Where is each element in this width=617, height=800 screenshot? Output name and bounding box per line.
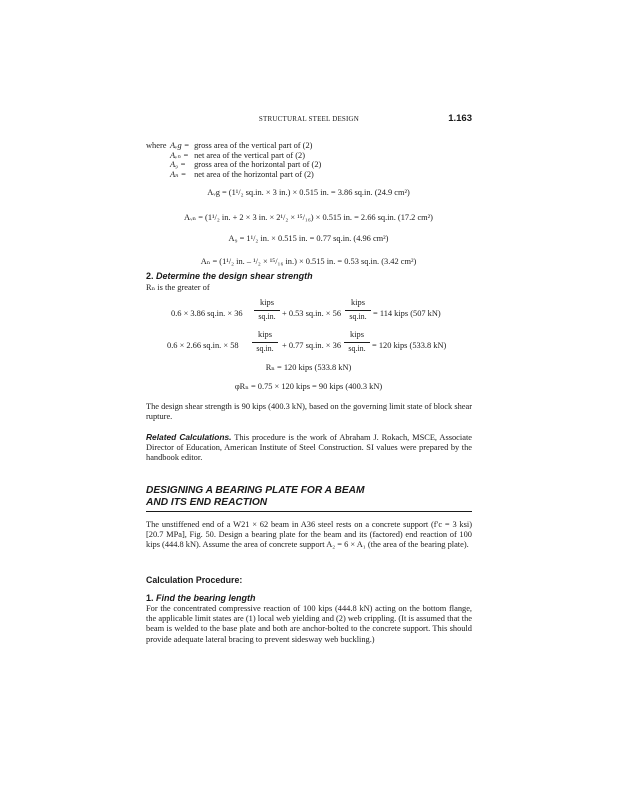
equation-phi-rn: φRₙ = 0.75 × 120 kips = 90 kips (400.3 kN) xyxy=(234,382,383,391)
section-title-line1: DESIGNING A BEARING PLATE FOR A BEAM xyxy=(146,485,365,496)
shear-line-1-result: = 114 kips (507 kN) xyxy=(373,309,441,318)
definition-symbol: A₉ = xyxy=(170,160,186,170)
related-text: This procedure is the work of Abraham J. Rokach, MSCE, Associate Director of Education, American Institute of Steel Construction. SI values were prepared by the handbook editor. xyxy=(146,433,472,463)
step1-body: For the concentrated compressive reaction of 100 kips (444.8 kN) acting on the bottom flange, the applicable limit states are (1) local web yielding and (2) web crippling. (It is assumed that the beam is welded to the base plate and both are anchor-bolted to the concrete support. This should provide adequate lateral bracing to prevent sidesway web buckling.) xyxy=(146,604,472,644)
equation-ag: A₉ = 1¹/₂ in. × 0.515 in. = 0.77 sq.in. (4.96 cm²) xyxy=(228,234,389,243)
related-calculations xyxy=(146,432,472,464)
fraction-kips-per-sqin: kips sq.in. xyxy=(250,329,280,355)
section-title xyxy=(146,485,472,512)
definitions-list xyxy=(146,141,321,179)
equation-avg: Aᵥg = (1¹/₂ sq.in. × 3 in.) × 0.515 in. = 3.86 sq.in. (24.9 cm²) xyxy=(207,188,410,197)
shear-line-2-term-a: 0.6 × 2.66 sq.in. × 58 xyxy=(167,341,239,350)
definition-symbol: Aᵥg = xyxy=(170,141,190,150)
step2-title: Determine the design shear strength xyxy=(156,271,313,281)
section-title-line2: AND ITS END REACTION xyxy=(146,497,268,509)
section-intro: The unstiffened end of a W21 × 62 beam in A36 steel rests on a concrete support (f′c = 3 ksi) [20.7 MPa], Fig. 50. Design a bearing plate for the beam and its (factored) end reaction of 100 kips (444.8 kN). Assume the area of concrete support A₂ = 6 × A₁ (the area of the bearing plate). xyxy=(146,520,472,550)
definitions-lead: where xyxy=(146,141,167,150)
calculation-procedure-heading: Calculation Procedure: xyxy=(146,575,243,585)
page-number: 1.163 xyxy=(448,113,472,124)
step2-number: 2. xyxy=(146,271,154,281)
definition-symbol: Aₙ = xyxy=(170,169,187,179)
fraction-kips-per-sqin: kips sq.in. xyxy=(342,329,372,355)
definition-row xyxy=(146,170,321,180)
equation-avn: Aᵥₙ = (1¹/₂ in. + 2 × 3 in. × 2¹/₂ × ¹⁵/₁₆) × 0.515 in. = 2.66 sq.in. (17.2 cm²) xyxy=(184,213,433,222)
definition-text: net area of the vertical part of (2) xyxy=(194,150,306,160)
definition-symbol: Aᵥₙ = xyxy=(170,150,189,160)
equation-rn: Rₙ = 120 kips (533.8 kN) xyxy=(265,363,352,372)
shear-line-2-result: = 120 kips (533.8 kN) xyxy=(372,341,447,350)
shear-line-1-term-b: + 0.53 sq.in. × 56 xyxy=(282,309,342,318)
equation-an: Aₙ = (1¹/₂ in. – ¹/₂ × ¹⁵/₁₆ in.) × 0.515 in. = 0.53 sq.in. (3.42 cm²) xyxy=(200,257,417,266)
definition-row xyxy=(146,151,321,161)
running-head xyxy=(146,113,472,127)
fraction-kips-per-sqin: kips sq.in. xyxy=(343,297,373,323)
shear-line-2-term-b: + 0.77 sq.in. × 36 xyxy=(282,341,342,350)
running-title: STRUCTURAL STEEL DESIGN xyxy=(258,115,360,123)
step1-heading xyxy=(146,593,256,603)
step2-heading xyxy=(146,271,313,281)
step2-conclusion: The design shear strength is 90 kips (400.3 kN), based on the governing limit state of block shear rupture. xyxy=(146,402,472,422)
related-label: Related Calculations. xyxy=(146,432,232,442)
definition-row xyxy=(146,160,321,170)
definition-row xyxy=(146,141,321,151)
definition-text: net area of the horizontal part of (2) xyxy=(194,169,314,179)
shear-line-2 xyxy=(0,329,617,363)
step2-intro: Rₙ is the greater of xyxy=(146,283,210,292)
definition-text: gross area of the horizontal part of (2) xyxy=(194,160,322,170)
fraction-kips-per-sqin: kips sq.in. xyxy=(252,297,282,323)
step1-title: Find the bearing length xyxy=(156,593,256,603)
definition-text: gross area of the vertical part of (2) xyxy=(194,141,313,150)
shear-line-1-term-a: 0.6 × 3.86 sq.in. × 36 xyxy=(171,309,243,318)
shear-line-1 xyxy=(0,297,617,331)
step1-number: 1. xyxy=(146,593,154,603)
